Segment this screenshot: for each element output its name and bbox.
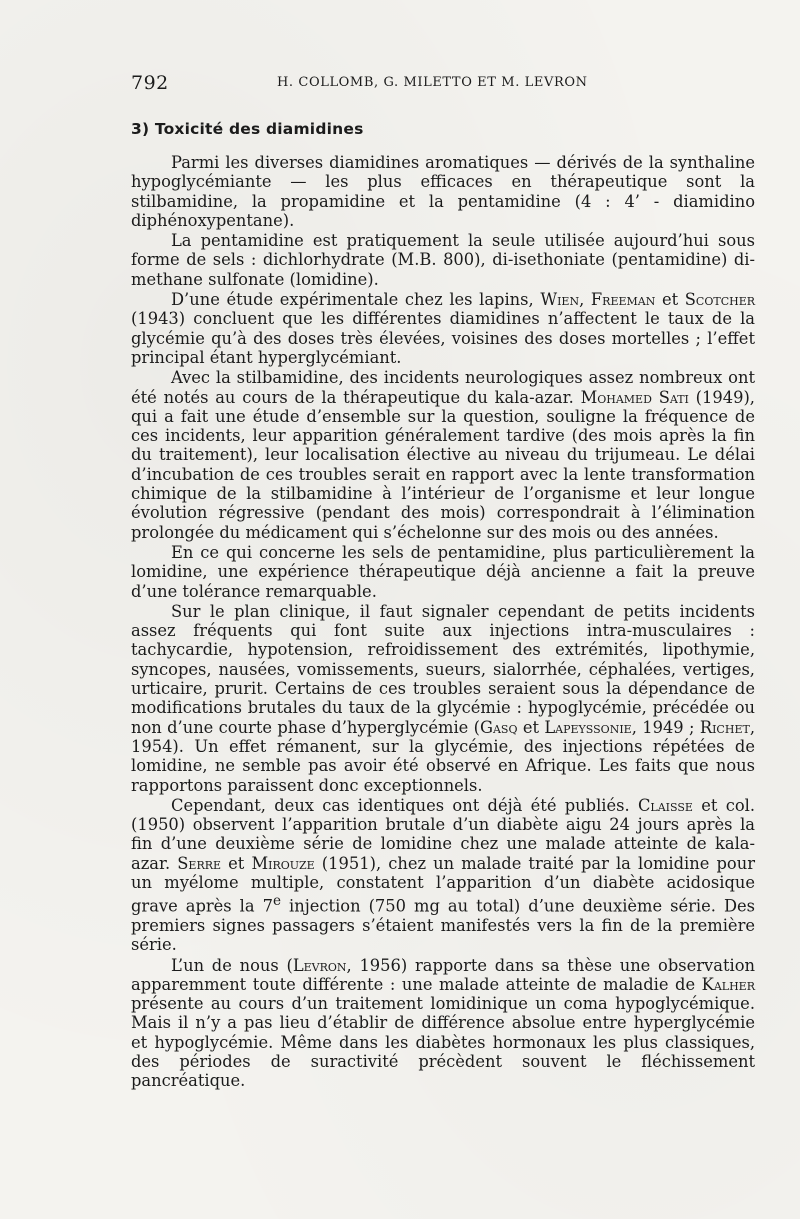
paragraph: La pentamidine est pratiquement la seule utilisée aujourd’hui sous forme de sels : dichlorhydrate (M.B. 800), di-isethoniate (pentamidine) di-methane sulfonate (lomidine). — [131, 231, 755, 289]
paragraph: Parmi les diverses diamidines aromatiques — dérivés de la synthaline hypoglycémiante — les plus efficaces en thérapeutique sont la stilbamidine, la propamidine et la pentamidine (4 : 4’ - diamidino diphénoxypentane). — [131, 153, 755, 230]
paragraph: Cependant, deux cas identiques ont déjà été publiés. Claisse et col. (1950) observent l’apparition brutale d’un diabète aigu 24 jours après la fin d’une deuxième série de lomidine chez une malade atteinte de kala-azar. Serre et Mirouze (1951), chez un malade traité par la lomidine pour un myélome multiple, constatent l’apparition d’un diabète acidosique grave après la 7e injection (750 mg au total) d’une deuxième série. Des premiers signes passagers s’étaient manifestés vers la fin de la première série. — [131, 795, 755, 955]
author-name: Freeman — [590, 290, 656, 310]
paragraph: Sur le plan clinique, il faut signaler cependant de petits incidents assez fréquents qui font suite aux injections intra-musculaires : tachycardie, hypotension, refroidissement des extrémités, lipothymie, syncopes, nausées, vomissements, sueurs, sialorrhée, céphalées, vertiges, urticaire, prurit. Certains de ces troubles seraient sous la dépendance de modifications brutales du taux de la glycémie : hypoglycémie, précédée ou non d’une courte phase d’hyperglycémie (Gasq et Lapeyssonie, 1949 ; Richet, 1954). Un effet rémanent, sur la glycémie, des injections répétées de lomidine, ne semble pas avoir été observé en Afrique. Les faits que nous rapportons paraissent donc exceptionnels. — [131, 601, 755, 795]
author-name: Serre — [177, 853, 222, 873]
author-name: Mohamed Sati — [580, 387, 689, 407]
author-name: Richet — [699, 717, 750, 737]
paragraph: Avec la stilbamidine, des incidents neurologiques assez nombreux ont été notés au cours de la thérapeutique du kala-azar. Mohamed Sati (1949), qui a fait une étude d’ensemble sur la question, souligne la fréquence de ces incidents, leur apparition généralement tardive (des mois après la fin du traitement), leur localisation élective au niveau du trijumeau. Le délai d’incubation de ces troubles serait en rapport avec la lente transformation chimique de la stilbamidine à l’intérieur de l’organisme et leur longue évolution régressive (pendant des mois) correspondrait à l’élimination prolongée du médicament qui s’échelonne sur des mois ou des années. — [131, 368, 755, 542]
author-name: Lapeyssonie — [544, 717, 632, 737]
author-name: Scotcher — [684, 290, 756, 310]
paragraph: D’une étude expérimentale chez les lapins, Wien, Freeman et Scotcher (1943) concluent que les différentes diamidines n’affectent le taux de la glycémie qu’à des doses très élevées, voisines des doses mortelles ; l’effet principal étant hyperglycémiant. — [131, 290, 756, 367]
page-header — [131, 72, 603, 96]
body-text — [131, 153, 755, 1092]
author-name: Mirouze — [251, 853, 315, 873]
section-heading: 3) Toxicité des diamidines — [131, 120, 364, 138]
ordinal-superscript: e — [272, 893, 282, 910]
running-head: H. COLLOMB, G. MILETTO ET M. LEVRON — [277, 75, 588, 90]
paragraph: En ce qui concerne les sels de pentamidine, plus particulièrement la lomidine, une expérience thérapeutique déjà ancienne a fait la preuve d’une tolérance remarquable. — [131, 542, 755, 601]
author-name: Claisse — [637, 795, 693, 815]
author-name: Kalher — [701, 974, 755, 994]
author-name: Gasq — [479, 717, 518, 737]
author-name: Wien — [540, 290, 580, 310]
author-name: Levron — [292, 955, 347, 975]
page-number: 792 — [131, 72, 169, 94]
paragraph: L’un de nous (Levron, 1956) rapporte dans sa thèse une observation apparemment toute différente : une malade atteinte de maladie de Kalher présente au cours d’un traitement lomidinique un coma hypoglycémique. Mais il n’y a pas lieu d’établir de différence absolue entre hyperglycémie et hypoglycémie. Même dans les diabètes hormonaux les plus classiques, des périodes de suractivité précèdent souvent le fléchissement pancréatique. — [131, 955, 755, 1091]
